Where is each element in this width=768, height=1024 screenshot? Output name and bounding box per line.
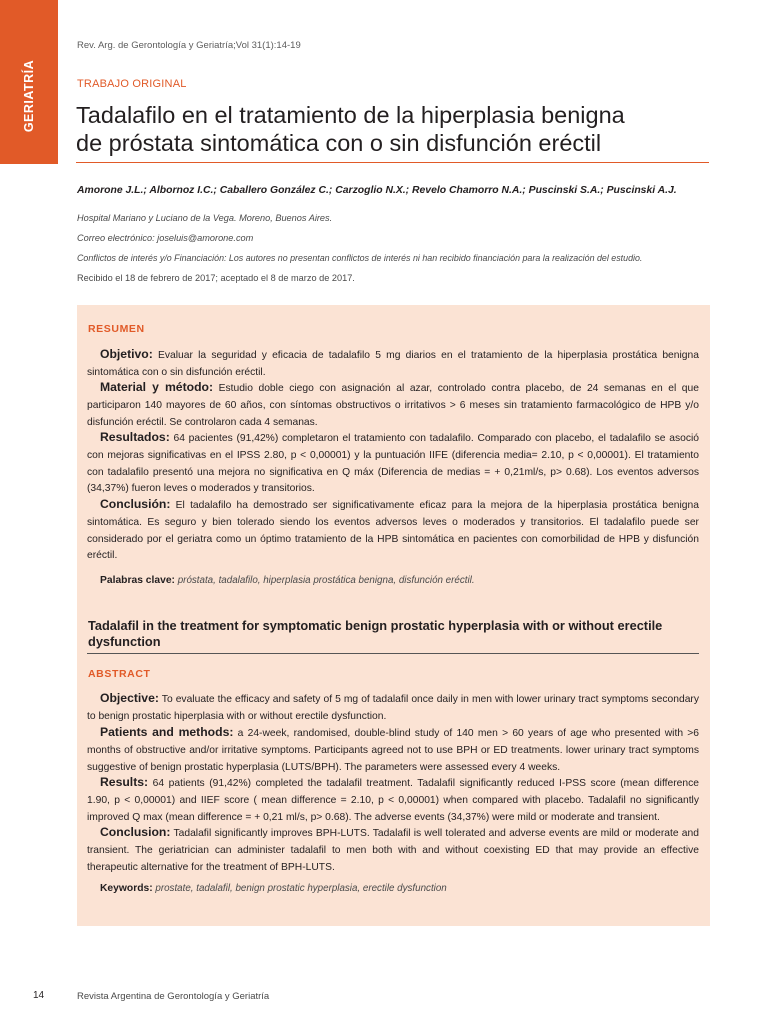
objective-label: Objective: (100, 691, 159, 705)
journal-reference: Rev. Arg. de Gerontología y Geriatría;Vol 31(1):14-19 (77, 40, 301, 51)
abstract-conclusion (87, 824, 699, 876)
english-title: Tadalafil in the treatment for symptomatic benign prostatic hyperplasia with or without erectile dysfunction (88, 618, 663, 649)
objetivo-text: Evaluar la seguridad y eficacia de tadalafilo 5 mg diarios en el tratamiento de la hiperplasia prostática benigna sintomática con o sin disfunción eréctil. (87, 350, 699, 378)
conflicts-statement: Conflictos de interés y/o Financiación: Los autores no presentan conflictos de interés ni han recibido financiación para la realización del estudio. (77, 253, 643, 263)
resumen-material (87, 379, 699, 431)
material-text: Estudio doble ciego con asignación al azar, controlado contra placebo, de 24 semanas en el que participaron 140 mayores de 60 años, con síntomas obstructivos o irritativos > 6 meses sin tratamiento farmacológico de HPB y/o disfunción eréctil. Se controlaron cada 4 semanas. (87, 383, 699, 428)
article-type-label: TRABAJO ORIGINAL (77, 78, 187, 90)
side-tab-label: GERIATRÍA (22, 59, 36, 133)
resultados-text: 64 pacientes (91,42%) completaron el tratamiento con tadalafilo. Comparado con placebo, el tadalafilo se asoció con mejoras significativas en el IPSS 2.80, p < 0,00001) y la puntuación IIFE (diferencia media= 2.10, p < 0,00001). El tratamiento con tadalafilo presentó una mejora no significativa en Q máx (Diferencia de medias = + 0,21ml/s, p> 0.68). Los eventos adversos (34,37%) fueron leves o moderados y transitorios. (87, 433, 699, 495)
conclusion-text: El tadalafilo ha demostrado ser significativamente eficaz para la mejora de la hiperplasia prostática benigna sintomática. Es seguro y bien tolerado siendo los eventos adversos leves o moderados y transitorios. El tadalafilo puede ser considerado por el geriatra como un óptimo tratamiento de la HPB sintomática en pacientes con comorbilidad de HPB y disfunción eréctil. (87, 500, 699, 562)
page-number: 14 (33, 990, 45, 1001)
palabras-clave-text: próstata, tadalafilo, hiperplasia prostática benigna, disfunción eréctil. (177, 575, 475, 586)
abstract-conclusion-text: Tadalafil significantly improves BPH-LUTS. Tadalafil is well tolerated and adverse events are mild or moderate and transient. The geriatrician can administer tadalafil to men both with and without coexisting ED that may provide an effective therapeutic alternative for the treatment of BPH-LUTS. (87, 828, 699, 873)
abstract-conclusion-label: Conclusion: (100, 825, 171, 839)
results-label: Results: (100, 775, 149, 789)
footer-journal-name: Revista Argentina de Gerontología y Geriatría (77, 991, 270, 1002)
title-line-1: Tadalafilo en el tratamiento de la hiperplasia benigna (76, 102, 625, 128)
title-divider (76, 162, 709, 163)
keywords-label: Keywords: (100, 883, 153, 894)
palabras-clave-label: Palabras clave: (100, 575, 175, 586)
abstract-results (87, 774, 699, 826)
abstract-box (77, 305, 710, 926)
objective-text: To evaluate the efficacy and safety of 5 mg of tadalafil once daily in men with lower urinary tract symptoms secondary to benign prostatic hiperplasia with or without erectile dysfunction. (87, 694, 699, 722)
abstract-heading: ABSTRACT (88, 668, 151, 680)
objetivo-label: Objetivo: (100, 347, 153, 361)
resumen-conclusion (87, 496, 699, 565)
title-line-2: de próstata sintomática con o sin disfunción eréctil (76, 130, 602, 156)
resumen-resultados (87, 429, 699, 498)
author-list: Amorone J.L.; Albornoz I.C.; Caballero González C.; Carzoglio N.X.; Revelo Chamorro N.A.; Puscinski S.A.; Puscinski A.J. (77, 185, 677, 196)
section-side-tab (0, 0, 58, 164)
abstract-methods (87, 724, 699, 776)
affiliation: Hospital Mariano y Luciano de la Vega. Moreno, Buenos Aires. (77, 213, 333, 223)
resumen-heading: RESUMEN (88, 323, 145, 335)
material-label: Material y método: (100, 380, 214, 394)
received-dates: Recibido el 18 de febrero de 2017; aceptado el 8 de marzo de 2017. (77, 273, 355, 283)
abstract-objective (87, 690, 699, 726)
resumen-objetivo (87, 346, 699, 382)
palabras-clave (100, 575, 700, 586)
resultados-label: Resultados: (100, 430, 170, 444)
methods-label: Patients and methods: (100, 725, 234, 739)
conclusion-label: Conclusión: (100, 497, 171, 511)
keywords (100, 883, 700, 894)
article-title (76, 101, 716, 157)
keywords-text: prostate, tadalafil, benign prostatic hyperplasia, erectile dysfunction (155, 883, 447, 894)
results-text: 64 patients (91,42%) completed the tadalafil treatment. Tadalafil significantly reduced I-PSS score (mean difference 1.90, p < 0,00001) and IIEF score ( mean difference = 2.10, p < 0,00001) when compared with placebo. Tadalafil no significantly improved Q max (mean difference = + 0,21 ml/s, p> 0.68). The adverse events (34,37%) were mild or moderate and transient. (87, 778, 699, 823)
contact-email: Correo electrónico: joseluis@amorone.com (77, 233, 254, 243)
english-title-divider (87, 653, 699, 654)
methods-text: a 24-week, randomised, double-blind study of 140 men > 60 years of age who presented with >6 months of obstructive and/or irritative symptoms. Participants agreed not to use BPH or ED treatments. lower urinary tract symptoms suggestive of benign prostatic hyperplasia (LUTS/BPH). The parameters were assessed every 4 weeks. (87, 728, 700, 773)
